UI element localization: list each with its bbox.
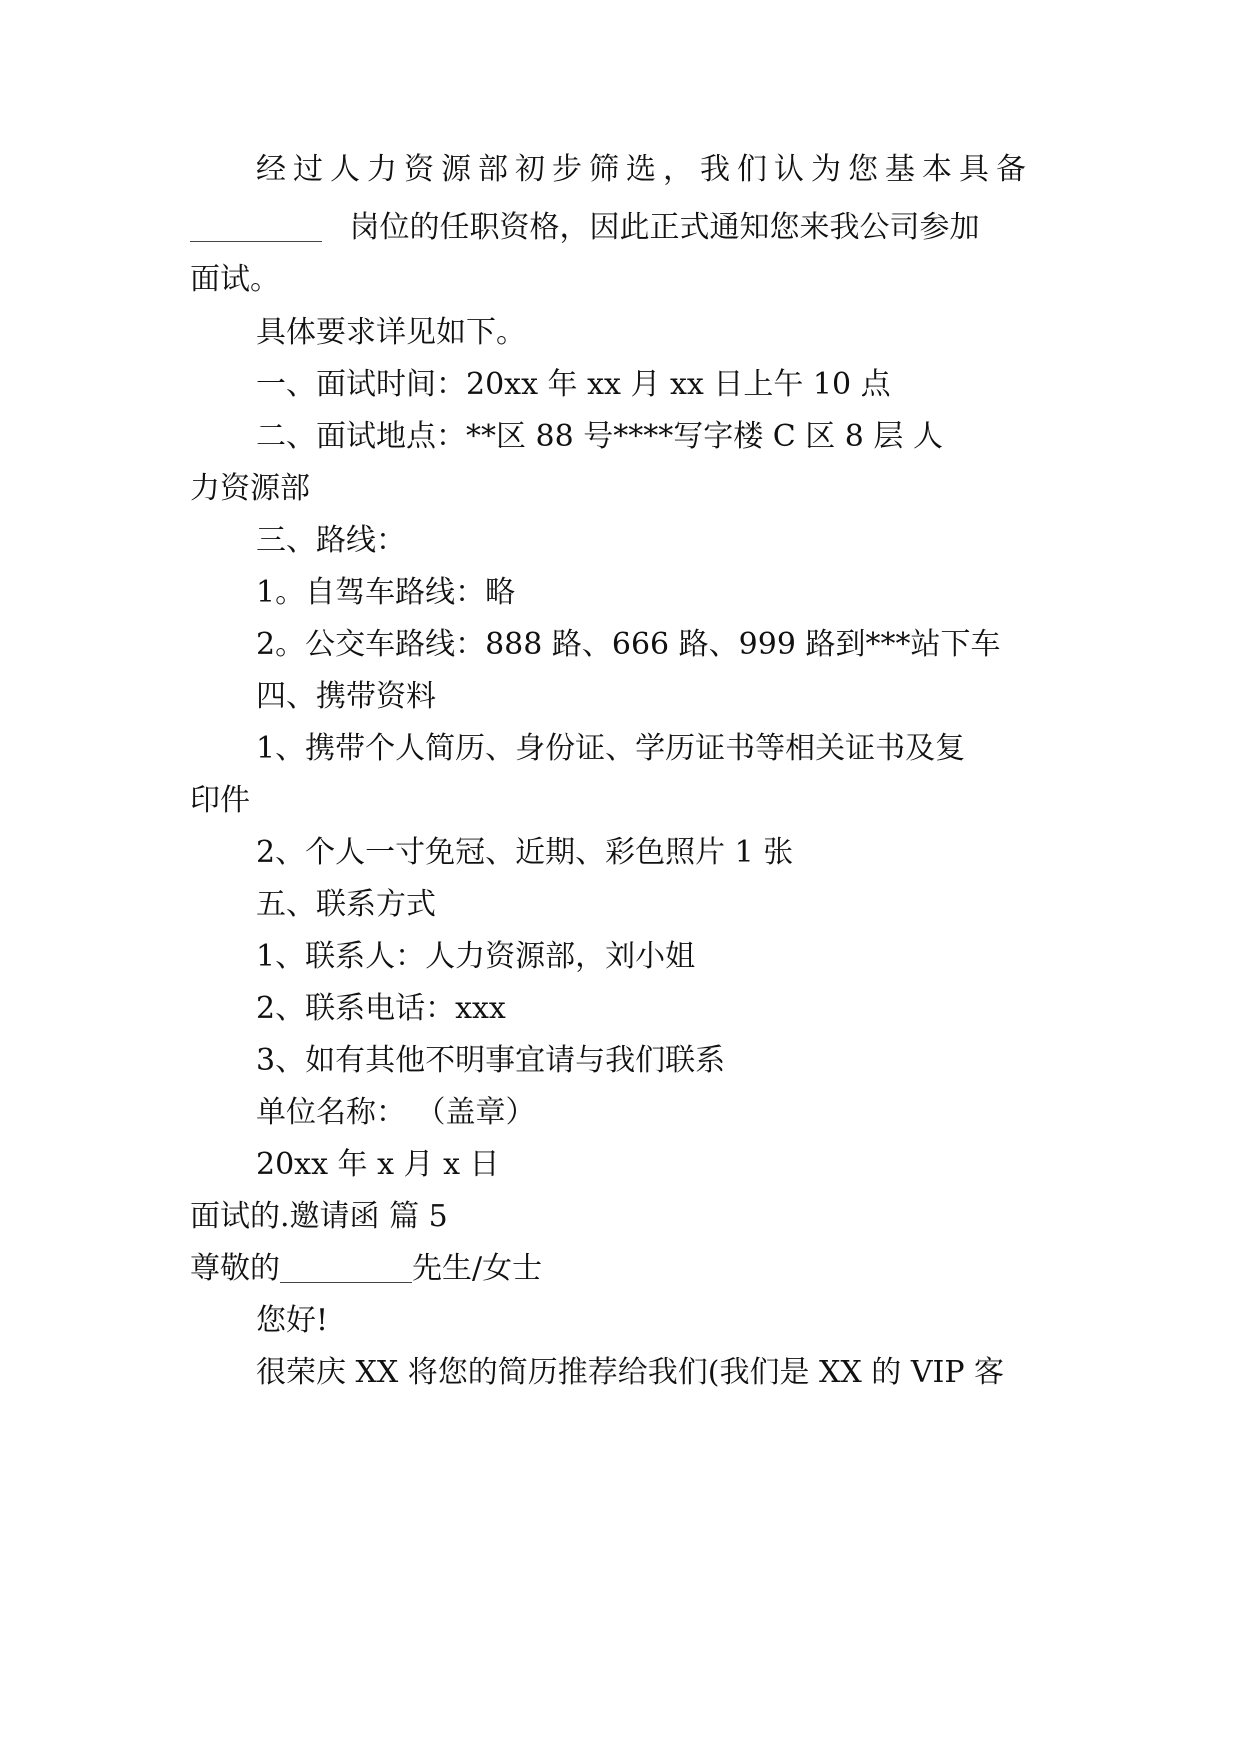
materials-item-2: 2、个人一寸免冠、近期、彩色照片 1 张 [256,835,794,870]
contact-person: 1、联系人：人力资源部，刘小姐 [256,939,696,974]
contact-phone: 2、联系电话：xxx [256,991,506,1026]
materials-item-1-line-1: 1、携带个人简历、身份证、学历证书等相关证书及复 [256,731,966,766]
materials-item-1-line-2: 印件 [190,783,250,818]
interview-time: 一、面试时间：20xx 年 xx 月 xx 日上午 10 点 [256,367,891,402]
paragraph-intro-line-2-text: 岗位的任职资格，因此正式通知您来我公司参加 [349,210,980,245]
salutation [190,1249,1056,1289]
contact-heading: 五、联系方式 [256,887,436,922]
salutation-suffix: 先生/女士 [412,1251,543,1286]
route-heading: 三、路线： [256,523,406,558]
signature-date: 20xx 年 x 月 x 日 [256,1147,500,1182]
position-blank [190,211,322,242]
requirements-intro: 具体要求详见如下。 [256,315,526,350]
paragraph-intro-line-1: 经过人力资源部初步筛选，我们认为您基本具备 [256,152,1033,187]
name-blank [280,1252,412,1283]
greeting: 您好! [256,1303,329,1338]
paragraph-intro-line-2 [190,208,1056,248]
interview-location-line-2: 力资源部 [190,471,310,506]
section-title: 面试的.邀请函 篇 5 [190,1199,448,1234]
contact-note: 3、如有其他不明事宜请与我们联系 [256,1043,726,1078]
salutation-prefix: 尊敬的 [190,1251,280,1286]
route-driving: 1。自驾车路线：略 [256,575,516,610]
materials-heading: 四、携带资料 [256,679,436,714]
letter-body-line-1: 很荣庆 XX 将您的简历推荐给我们(我们是 XX 的 VIP 客 [256,1355,1005,1390]
signature-unit: 单位名称： （盖章） [256,1095,536,1130]
paragraph-intro-line-3: 面试。 [190,262,280,297]
interview-location-line-1: 二、面试地点：**区 88 号****写字楼 C 区 8 层 人 [256,419,943,454]
route-bus: 2。公交车路线：888 路、666 路、999 路到***站下车 [256,627,1001,662]
